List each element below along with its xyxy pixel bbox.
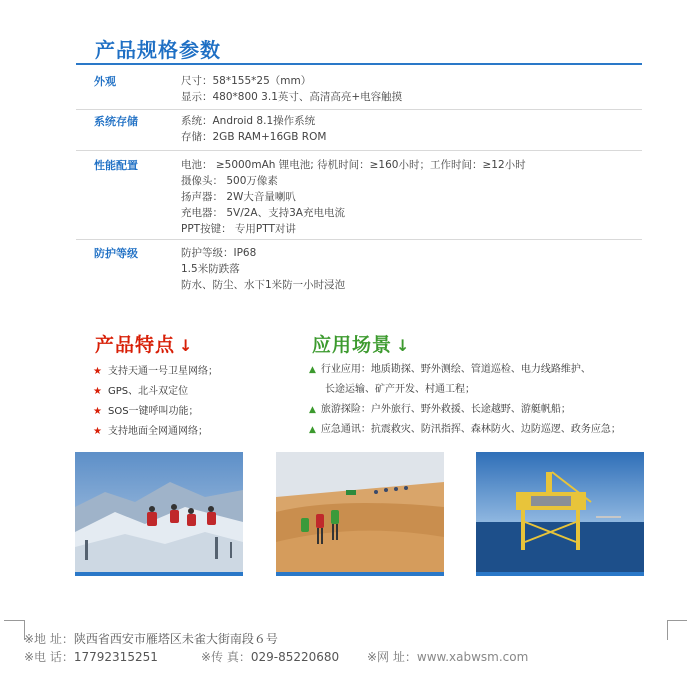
spec-line: 电池： ≥5000mAh 锂电池; 待机时间：≥160小时；工作时间：≥12小时 <box>181 159 526 171</box>
star-icon: ★ <box>93 406 102 417</box>
list-item <box>93 382 218 402</box>
spec-line: 防护等级：IP68 <box>181 247 257 259</box>
list-item-continuation: 长途运输、矿产开发、村通工程； <box>325 384 475 395</box>
spec-line: 扬声器： 2W大音量喇叭 <box>181 191 296 203</box>
spec-label: 系统存储 <box>94 115 138 128</box>
feature-text: SOS一键呼叫功能； <box>107 406 199 417</box>
spec-line: 存储：2GB RAM+16GB ROM <box>181 131 327 143</box>
feature-text: 支持天通一号卫星网络； <box>107 366 218 377</box>
spec-line: 1.5米防跌落 <box>181 263 240 275</box>
photo-offshore-platform <box>476 452 644 576</box>
crop-mark <box>4 620 24 621</box>
features-list <box>93 362 218 442</box>
crop-mark <box>667 620 687 621</box>
list-item <box>93 422 218 442</box>
spec-values <box>181 73 402 105</box>
star-icon: ★ <box>93 386 102 397</box>
row-divider <box>76 150 642 151</box>
feature-text: 支持地面全网通网络； <box>107 426 208 437</box>
crop-mark <box>667 620 668 640</box>
list-item <box>93 402 218 422</box>
list-item <box>309 360 621 380</box>
star-icon: ★ <box>93 426 102 437</box>
applications-heading <box>312 330 410 357</box>
spec-line: 摄像头： 500万像素 <box>181 175 278 187</box>
list-item <box>309 420 621 440</box>
photo-desert-hikers <box>276 452 444 576</box>
application-text: 应急通讯：抗震救灾、防汛指挥、森林防火、边防巡逻、政务应急； <box>320 424 621 435</box>
phone-label: ※电 话： <box>24 650 74 664</box>
footer-address <box>24 630 278 647</box>
spec-label: 外观 <box>94 75 116 88</box>
down-arrow-icon: ↓ <box>396 336 411 355</box>
triangle-icon: ▲ <box>309 425 316 435</box>
spec-line: PPT按键： 专用PTT对讲 <box>181 223 296 235</box>
phone-value: 17792315251 <box>73 650 158 664</box>
photo-snow-mountain-hikers <box>75 452 243 576</box>
row-divider <box>76 239 642 240</box>
row-divider <box>76 109 642 110</box>
spec-values <box>181 113 326 145</box>
spec-line: 显示：480*800 3.1英寸、高清高亮+电容触摸 <box>181 91 403 103</box>
spec-line: 尺寸：58*155*25（mm） <box>181 75 312 87</box>
web-value: www.xabwsm.com <box>416 650 529 664</box>
spec-values <box>181 245 345 293</box>
spec-values <box>181 157 526 237</box>
features-heading <box>95 330 193 357</box>
footer-fax <box>201 648 339 665</box>
footer-web <box>367 648 528 665</box>
list-item <box>309 400 621 420</box>
fax-value: 029-85220680 <box>250 650 340 664</box>
web-label: ※网 址： <box>367 650 417 664</box>
title-rule <box>76 63 642 65</box>
application-text: 行业应用：地质勘探、野外测绘、管道巡检、电力线路维护、 <box>320 364 591 375</box>
applications-list <box>309 360 621 440</box>
address-label: ※地 址： <box>24 632 74 646</box>
spec-line: 充电器： 5V/2A、支持3A充电电流 <box>181 207 345 219</box>
fax-label: ※传 真： <box>201 650 251 664</box>
spec-label: 防护等级 <box>94 247 138 260</box>
application-text: 旅游探险：户外旅行、野外救援、长途越野、游艇帆船； <box>320 404 571 415</box>
triangle-icon: ▲ <box>309 365 316 375</box>
feature-text: GPS、北斗双定位 <box>107 386 189 397</box>
spec-line: 系统：Android 8.1操作系统 <box>181 115 316 127</box>
spec-line: 防水、防尘、水下1米防一小时浸泡 <box>181 279 346 291</box>
star-icon: ★ <box>93 366 102 377</box>
address-value: 陕西省西安市雁塔区未雀大街南段６号 <box>73 632 278 646</box>
spec-title: 产品规格参数 <box>95 38 221 62</box>
features-title: 产品特点 <box>95 334 176 356</box>
down-arrow-icon: ↓ <box>179 336 194 355</box>
triangle-icon: ▲ <box>309 405 316 415</box>
spec-label: 性能配置 <box>94 159 138 172</box>
list-item <box>93 362 218 382</box>
footer-contacts <box>24 648 158 665</box>
applications-title: 应用场景 <box>312 334 393 356</box>
